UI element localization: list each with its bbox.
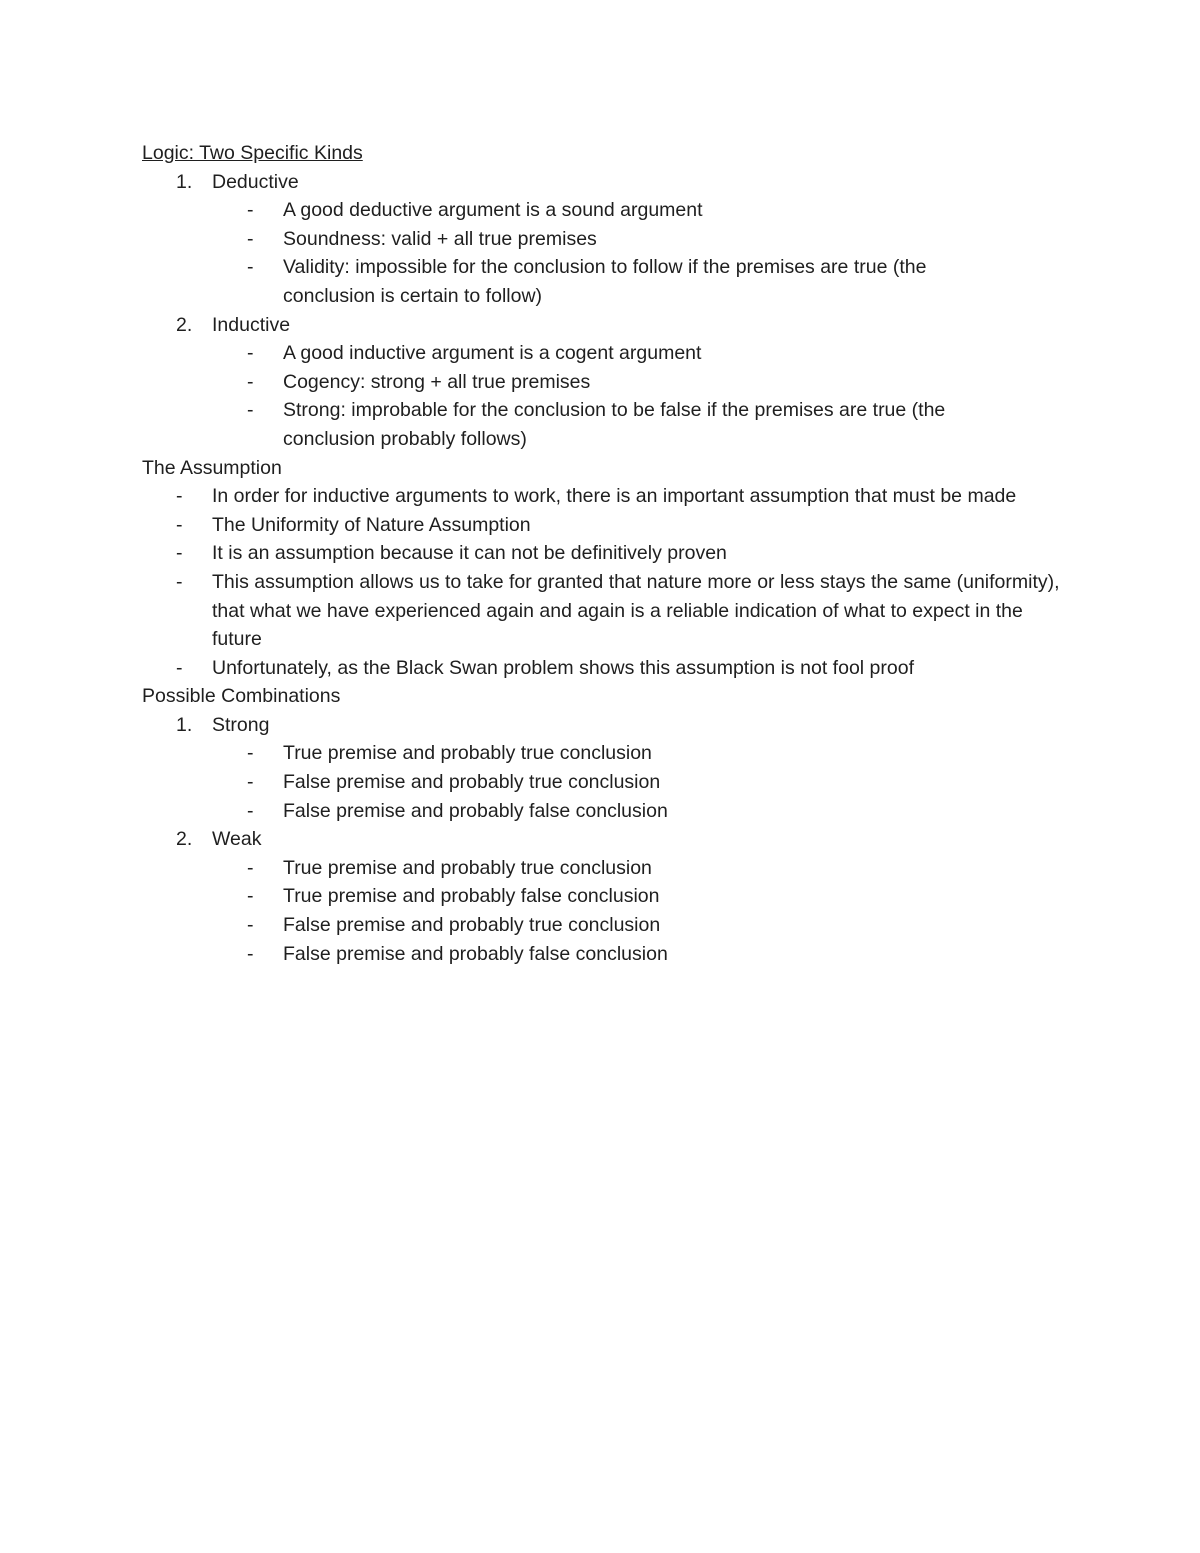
numbered-item-deductive — [142, 168, 1062, 197]
bullet-dash: - — [247, 370, 254, 393]
bullet-dash: - — [247, 799, 254, 822]
bullet-dash: - — [247, 199, 254, 222]
numbered-item-inductive — [142, 311, 1062, 340]
bullet-item — [142, 882, 1023, 911]
bullet-text: A good deductive argument is a sound argument — [283, 199, 703, 222]
bullet-dash: - — [176, 570, 183, 593]
bullet-text: Soundness: valid + all true premises — [283, 227, 597, 250]
numbered-item-label: Weak — [212, 828, 262, 851]
bullet-item — [142, 739, 1023, 768]
bullet-text: Strong: improbable for the conclusion to be false if the premises are true (the conclusion probably follows) — [283, 399, 946, 450]
numbered-item-label: Deductive — [212, 170, 299, 193]
section-title-combinations: Possible Combinations — [142, 685, 341, 708]
bullet-item — [142, 396, 1023, 453]
bullet-item — [142, 797, 1023, 826]
section-title-logic: Logic: Two Specific Kinds — [142, 142, 363, 164]
bullet-dash: - — [247, 227, 254, 250]
list-number: 1. — [176, 713, 193, 736]
bullet-item — [142, 854, 1023, 883]
bullet-item — [142, 368, 1023, 397]
bullet-dash: - — [247, 942, 254, 965]
bullet-text: Validity: impossible for the conclusion to follow if the premises are true (the conclusion is certain to follow) — [283, 256, 927, 307]
bullet-item — [142, 339, 1023, 368]
bullet-text: The Uniformity of Nature Assumption — [212, 513, 531, 536]
bullet-text: False premise and probably false conclusion — [283, 799, 668, 822]
bullet-text: False premise and probably true conclusion — [283, 771, 661, 794]
bullet-text: This assumption allows us to take for granted that nature more or less stays the same (uniformity), that what we have experienced again and again is a reliable indication of what to expect in the future — [212, 570, 1060, 651]
list-number: 2. — [176, 313, 193, 336]
bullet-text: In order for inductive arguments to work, there is an important assumption that must be made — [212, 485, 1017, 508]
bullet-text: False premise and probably false conclusion — [283, 942, 668, 965]
section-title-assumption: The Assumption — [142, 456, 282, 479]
bullet-item — [142, 253, 1023, 310]
bullet-item — [142, 482, 1062, 511]
bullet-dash: - — [247, 856, 254, 879]
bullet-dash: - — [176, 542, 183, 565]
bullet-dash: - — [247, 342, 254, 365]
bullet-item — [142, 511, 1062, 540]
bullet-item — [142, 940, 1023, 969]
bullet-item — [142, 568, 1062, 654]
bullet-item — [142, 654, 1062, 683]
numbered-item-label: Strong — [212, 713, 270, 736]
bullet-dash: - — [176, 513, 183, 536]
bullet-item — [142, 539, 1062, 568]
bullet-dash: - — [176, 656, 183, 679]
bullet-item — [142, 911, 1023, 940]
bullet-text: Unfortunately, as the Black Swan problem shows this assumption is not fool proof — [212, 656, 914, 679]
bullet-dash: - — [176, 485, 183, 508]
bullet-dash: - — [247, 399, 254, 422]
document-body — [142, 139, 1062, 968]
numbered-item-strong — [142, 711, 1062, 740]
bullet-item — [142, 196, 1023, 225]
bullet-text: True premise and probably false conclusion — [283, 885, 660, 908]
bullet-item — [142, 768, 1023, 797]
numbered-item-label: Inductive — [212, 313, 291, 336]
list-number: 2. — [176, 828, 193, 851]
bullet-text: True premise and probably true conclusion — [283, 856, 652, 879]
bullet-dash: - — [247, 256, 254, 279]
bullet-text: A good inductive argument is a cogent argument — [283, 342, 702, 365]
bullet-text: It is an assumption because it can not be definitively proven — [212, 542, 727, 565]
bullet-dash: - — [247, 885, 254, 908]
bullet-dash: - — [247, 914, 254, 937]
list-number: 1. — [176, 170, 193, 193]
bullet-dash: - — [247, 771, 254, 794]
bullet-dash: - — [247, 742, 254, 765]
bullet-text: True premise and probably true conclusion — [283, 742, 652, 765]
bullet-text: Cogency: strong + all true premises — [283, 370, 591, 393]
bullet-item — [142, 225, 1023, 254]
numbered-item-weak — [142, 825, 1062, 854]
bullet-text: False premise and probably true conclusion — [283, 914, 661, 937]
